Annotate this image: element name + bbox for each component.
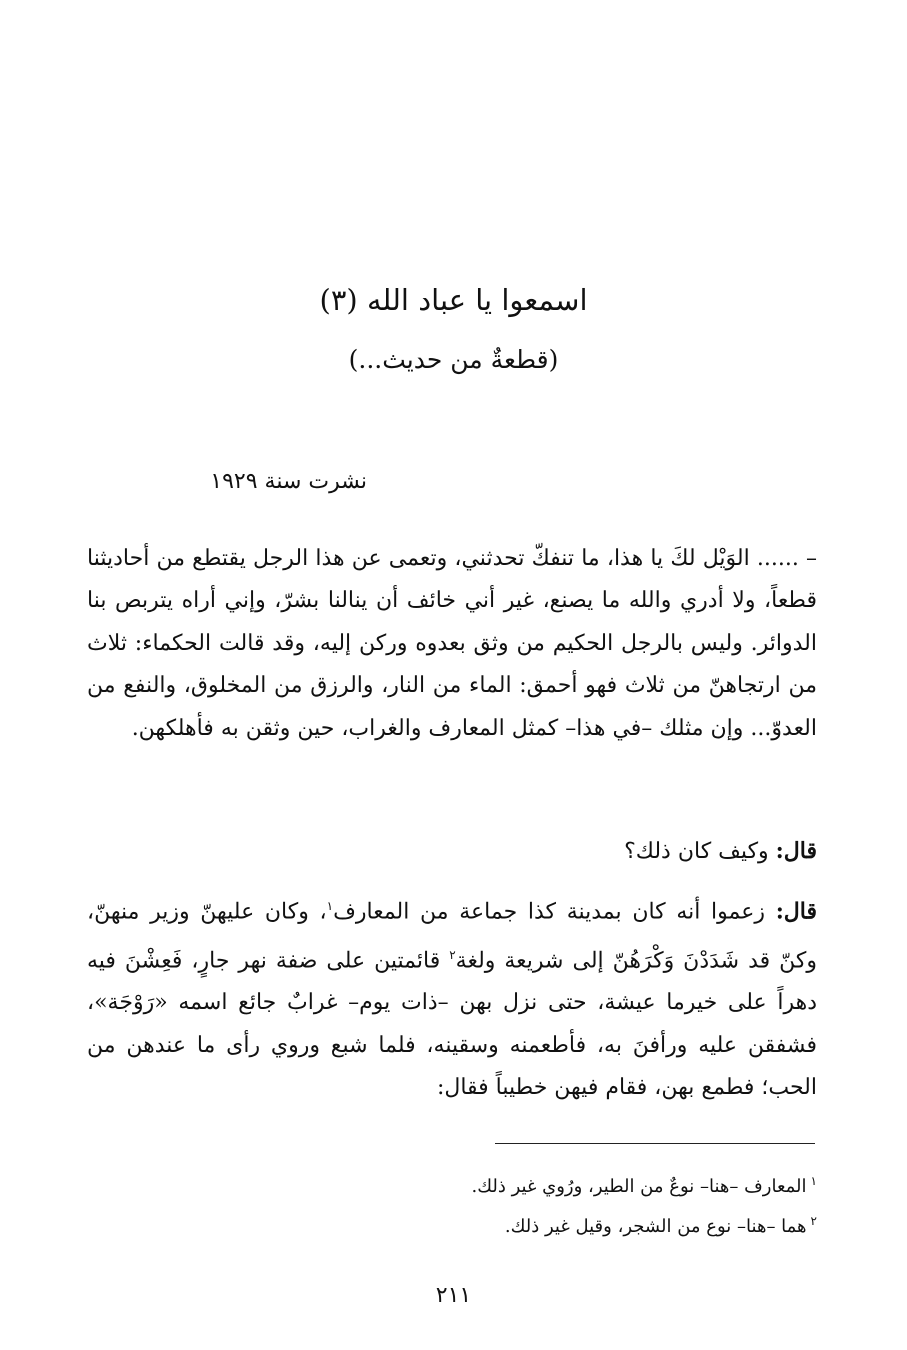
footnote-text: المعارف –هنا– نوعٌ من الطير، ورُوي غير ذلك. [471, 1176, 807, 1197]
footnote-marker-2: ٢ [449, 947, 456, 962]
paragraph-question [87, 830, 817, 873]
footnote-1 [87, 1166, 817, 1202]
speaker-label: قال: [775, 898, 818, 925]
paragraph-dialogue: – ...... الوَيْل لكَ يا هذا، ما تنفكّ تحدثني، وتعمى عن هذا الرجل يقتطع من أحاديثنا قطعاً، ولا أدري والله ما يصنع، غير أني خائف أن ينالنا بشرّ، وإني أراه يتربص بنا الدوائر. وليس بالرجل الحكيم من وثق بعدوه وركن إليه، وقد قالت الحكماء: ثلاث من ارتجاهنّ من ثلاث فهو أحمق: الماء من النار، والرزق من المخلوق، والنفع من العدوّ... وإن مثلك –في هذا– كمثل المعارف والغراب، حين وثقن به فأهلكهن. [87, 546, 817, 741]
publication-note: نشرت سنة ١٩٢٩ [210, 469, 367, 494]
footnote-divider [495, 1143, 815, 1144]
footnote-marker-1: ١ [326, 899, 334, 913]
paragraph-text: ، وكان عليهنّ وزير منهنّ، وكنّ قد شَدَدْنَ وَكْرَهُنّ إلى شريعة ولغة [87, 899, 817, 974]
page-number: ٢١١ [435, 1283, 472, 1308]
paragraph-text: قائمتين على ضفة نهر جارٍ، فَعِشْنَ فيه دهراً على خيرما عيشة، حتى نزل بهن –ذات يوم– غرابٌ جائع اسمه «رَوْجَة»، فشفقن عليه ورأفنَ به، فأطعمنه وسقينه، فلما شبع وروي رأى ما عندهن من الحب؛ فطمع بهن، فقام فيهن خطيباً فقال: [87, 948, 817, 1101]
footnote-number: ١ [810, 1174, 817, 1188]
footnote-2 [87, 1206, 817, 1242]
speaker-label: قال: [775, 838, 817, 864]
paragraph-text: وكيف كان ذلك؟ [624, 839, 776, 864]
paragraph-text: زعموا أنه كان بمدينة كذا جماعة من المعارف [333, 899, 776, 925]
paragraph-story [87, 885, 817, 1110]
chapter-subtitle: (قطعةٌ من حديث...) [348, 345, 559, 374]
footnote-text: هما –هنا– نوع من الشجر، وقيل غير ذلك. [504, 1216, 807, 1237]
chapter-title: اسمعوا يا عباد الله (٣) [319, 283, 588, 317]
footnote-number: ٢ [810, 1214, 817, 1228]
